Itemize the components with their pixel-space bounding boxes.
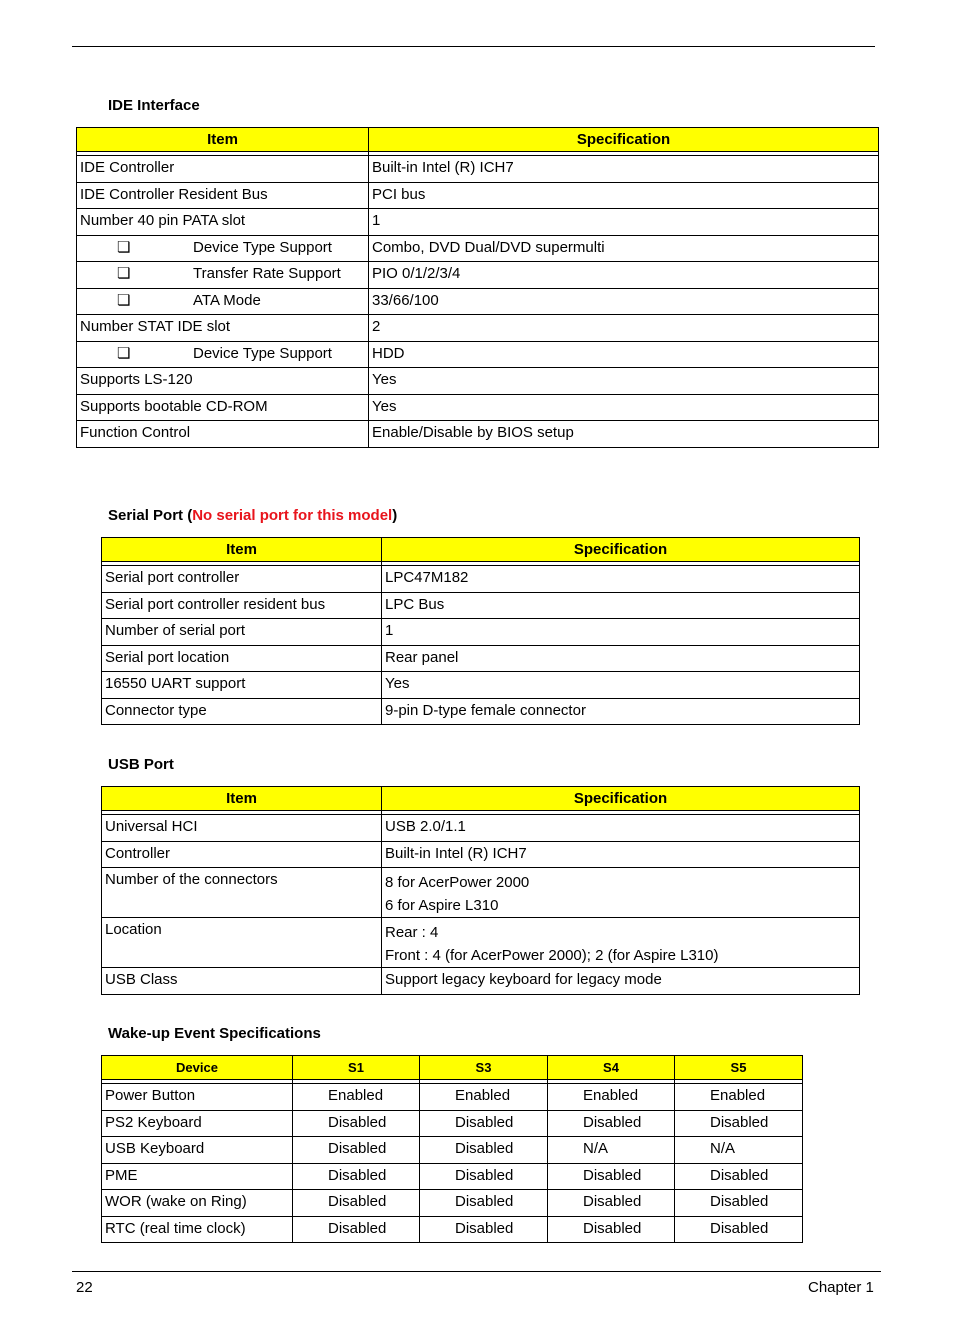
table-row	[102, 1163, 803, 1190]
item-label: Number 40 pin PATA slot	[80, 212, 246, 229]
item-cell: Universal HCI	[102, 815, 382, 842]
ide-section-title: IDE Interface	[108, 97, 200, 114]
item-label: Device Type Support	[193, 344, 332, 362]
ide-table	[76, 127, 879, 448]
wake-table	[101, 1055, 803, 1243]
wake-header-s4: S4	[548, 1056, 675, 1080]
state-cell: N/A	[548, 1137, 675, 1164]
item-cell: USB Class	[102, 968, 382, 995]
state-cell: Disabled	[293, 1190, 420, 1217]
item-label: Supports LS-120	[80, 371, 193, 388]
serial-header-spec: Specification	[382, 538, 860, 562]
table-row	[102, 698, 860, 725]
table-row	[77, 341, 879, 368]
table-row	[102, 868, 860, 918]
spec-cell: 1	[369, 209, 879, 236]
top-rule	[72, 46, 875, 47]
table-row	[102, 968, 860, 995]
table-row	[102, 1110, 803, 1137]
item-cell: Connector type	[102, 698, 382, 725]
item-cell: Serial port controller resident bus	[102, 592, 382, 619]
item-cell	[77, 315, 369, 342]
bottom-rule	[72, 1271, 881, 1272]
table-row	[102, 592, 860, 619]
spec-line: 8 for AcerPower 2000	[385, 874, 530, 891]
state-cell: N/A	[675, 1137, 803, 1164]
state-cell: Disabled	[675, 1190, 803, 1217]
spec-cell: HDD	[369, 341, 879, 368]
table-row	[77, 288, 879, 315]
spec-cell: Combo, DVD Dual/DVD supermulti	[369, 235, 879, 262]
item-cell	[77, 394, 369, 421]
spec-line: Support legacy keyboard for legacy mode	[385, 971, 662, 988]
item-label: Transfer Rate Support	[193, 265, 341, 282]
table-row	[77, 209, 879, 236]
state-cell: Disabled	[675, 1163, 803, 1190]
spec-cell	[382, 868, 860, 918]
state-cell: Disabled	[675, 1110, 803, 1137]
table-row	[102, 815, 860, 842]
item-cell: Serial port controller	[102, 566, 382, 593]
table-row	[102, 645, 860, 672]
state-cell: Disabled	[420, 1163, 548, 1190]
item-cell	[77, 341, 369, 368]
table-row	[102, 566, 860, 593]
state-cell: Disabled	[548, 1110, 675, 1137]
usb-table	[101, 786, 860, 995]
serial-section-title	[108, 507, 397, 524]
spec-line: USB 2.0/1.1	[385, 818, 466, 835]
spec-cell: PIO 0/1/2/3/4	[369, 262, 879, 289]
usb-section-title: USB Port	[108, 756, 174, 773]
item-cell	[77, 288, 369, 315]
checkbox-bullet-icon: ❏	[117, 291, 131, 309]
device-cell: PS2 Keyboard	[102, 1110, 293, 1137]
table-row	[102, 1216, 803, 1243]
item-cell: Serial port location	[102, 645, 382, 672]
ide-header-item: Item	[77, 128, 369, 152]
spec-cell: Built-in Intel (R) ICH7	[369, 156, 879, 183]
spec-cell: Enable/Disable by BIOS setup	[369, 421, 879, 448]
item-cell: 16550 UART support	[102, 672, 382, 699]
device-cell: RTC (real time clock)	[102, 1216, 293, 1243]
spec-cell: LPC Bus	[382, 592, 860, 619]
item-label: ATA Mode	[193, 291, 261, 309]
device-cell: USB Keyboard	[102, 1137, 293, 1164]
state-cell: Disabled	[548, 1163, 675, 1190]
table-row	[77, 182, 879, 209]
item-cell	[77, 368, 369, 395]
table-row	[77, 315, 879, 342]
spec-cell	[382, 918, 860, 968]
state-cell: Disabled	[420, 1137, 548, 1164]
table-row	[77, 368, 879, 395]
state-cell: Disabled	[293, 1163, 420, 1190]
spec-cell	[382, 841, 860, 868]
state-cell: Disabled	[293, 1216, 420, 1243]
table-row	[102, 1190, 803, 1217]
item-cell: Controller	[102, 841, 382, 868]
spec-cell: 1	[382, 619, 860, 646]
serial-title-end: )	[392, 507, 398, 524]
usb-header-spec: Specification	[382, 787, 860, 811]
item-label: IDE Controller	[80, 159, 175, 176]
item-cell	[77, 262, 369, 289]
item-cell: Location	[102, 918, 382, 968]
state-cell: Enabled	[420, 1084, 548, 1111]
state-cell: Disabled	[675, 1216, 803, 1243]
spec-cell: PCI bus	[369, 182, 879, 209]
item-cell	[77, 235, 369, 262]
serial-title-text: Serial Port (	[108, 507, 193, 524]
checkbox-bullet-icon: ❏	[117, 344, 131, 362]
table-row	[102, 672, 860, 699]
state-cell: Enabled	[293, 1084, 420, 1111]
table-row	[102, 841, 860, 868]
usb-header-item: Item	[102, 787, 382, 811]
table-row	[77, 262, 879, 289]
state-cell: Disabled	[420, 1216, 548, 1243]
item-label: Function Control	[80, 424, 191, 441]
wake-header-s3: S3	[420, 1056, 548, 1080]
item-cell: Number of serial port	[102, 619, 382, 646]
state-cell: Disabled	[548, 1190, 675, 1217]
wake-header-s5: S5	[675, 1056, 803, 1080]
state-cell: Disabled	[420, 1110, 548, 1137]
serial-table	[101, 537, 860, 725]
table-row	[77, 421, 879, 448]
table-row	[102, 918, 860, 968]
table-row	[102, 619, 860, 646]
item-label: Device Type Support	[193, 238, 332, 256]
page-number: 22	[76, 1279, 93, 1296]
wake-section-title: Wake-up Event Specifications	[108, 1025, 321, 1042]
chapter-label: Chapter 1	[808, 1279, 874, 1296]
spec-cell: Yes	[369, 368, 879, 395]
serial-header-item: Item	[102, 538, 382, 562]
device-cell: Power Button	[102, 1084, 293, 1111]
spec-cell	[382, 968, 860, 995]
state-cell: Disabled	[420, 1190, 548, 1217]
spec-line: Built-in Intel (R) ICH7	[385, 844, 527, 862]
item-cell	[77, 209, 369, 236]
device-cell: WOR (wake on Ring)	[102, 1190, 293, 1217]
state-cell: Enabled	[548, 1084, 675, 1111]
spec-cell: Rear panel	[382, 645, 860, 672]
checkbox-bullet-icon: ❏	[117, 265, 131, 282]
state-cell: Disabled	[293, 1137, 420, 1164]
table-row	[77, 235, 879, 262]
spec-cell: LPC47M182	[382, 566, 860, 593]
serial-title-note: No serial port for this model	[192, 507, 393, 524]
spec-line: 6 for Aspire L310	[385, 897, 499, 914]
spec-line: Rear : 4	[385, 924, 439, 941]
spec-cell: Yes	[369, 394, 879, 421]
spec-cell: 33/66/100	[369, 288, 879, 315]
state-cell: Disabled	[548, 1216, 675, 1243]
state-cell: Disabled	[293, 1110, 420, 1137]
table-row	[77, 394, 879, 421]
spec-cell	[382, 815, 860, 842]
spec-cell: 2	[369, 315, 879, 342]
wake-header-s1: S1	[293, 1056, 420, 1080]
spec-line: Front : 4 (for AcerPower 2000); 2 (for Aspire L310)	[385, 947, 719, 964]
table-row	[77, 156, 879, 183]
table-row	[102, 1084, 803, 1111]
item-cell	[77, 156, 369, 183]
table-row	[102, 1137, 803, 1164]
spec-cell: 9-pin D-type female connector	[382, 698, 860, 725]
spec-cell: Yes	[382, 672, 860, 699]
item-label: Number STAT IDE slot	[80, 318, 231, 335]
item-label: Supports bootable CD-ROM	[80, 397, 268, 415]
checkbox-bullet-icon: ❏	[117, 238, 131, 256]
item-cell: Number of the connectors	[102, 868, 382, 918]
ide-header-spec: Specification	[369, 128, 879, 152]
item-label: IDE Controller Resident Bus	[80, 185, 268, 203]
wake-header-device: Device	[102, 1056, 293, 1080]
item-cell	[77, 182, 369, 209]
state-cell: Enabled	[675, 1084, 803, 1111]
item-cell	[77, 421, 369, 448]
device-cell: PME	[102, 1163, 293, 1190]
